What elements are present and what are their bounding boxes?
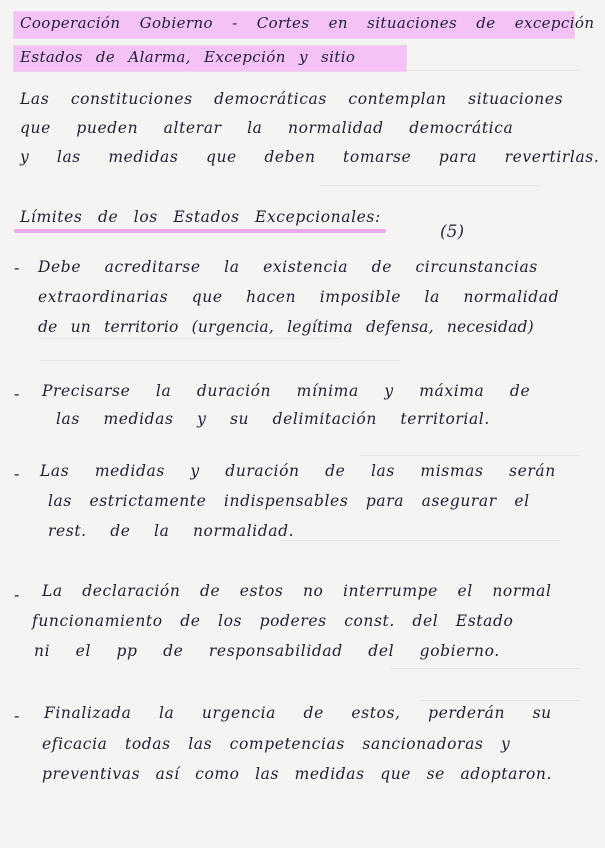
bullet-line: Debe acreditarse la existencia de circunstancias — [38, 258, 538, 276]
bleed-through-line — [360, 455, 580, 456]
bullet-line: extraordinarias que hacen imposible la normalidad — [38, 288, 560, 306]
intro-line: Las constituciones democráticas contemplan situaciones — [20, 90, 564, 108]
bleed-through-line — [280, 540, 560, 541]
bleed-through-line — [420, 700, 580, 701]
bleed-through-line — [40, 338, 340, 339]
bullet-dash: - — [14, 258, 20, 277]
bullet-line: Precisarse la duración mínima y máxima de — [42, 382, 531, 400]
bullet-line: preventivas así como las medidas que se adoptaron. — [42, 765, 553, 783]
bullet-dash: - — [14, 585, 20, 604]
bullet-line: Las medidas y duración de las mismas serán — [40, 462, 556, 480]
bullet-line: las estrictamente indispensables para asegurar el — [48, 492, 530, 510]
bullet-dash: - — [14, 706, 20, 725]
intro-line: y las medidas que deben tomarse para revertirlas. — [20, 148, 600, 166]
bullet-line: eficacia todas las competencias sancionadoras y — [42, 735, 511, 753]
bleed-through-line — [40, 360, 400, 361]
bullet-line: La declaración de estos no interrumpe el normal — [42, 582, 552, 600]
bleed-through-line — [390, 668, 580, 669]
bullet-line: de un territorio (urgencia, legítima defensa, necesidad) — [38, 318, 534, 336]
bullet-dash: - — [14, 464, 20, 483]
bleed-through-line — [320, 185, 540, 186]
intro-line: que pueden alterar la normalidad democrática — [20, 119, 514, 137]
bullet-dash: - — [14, 384, 20, 403]
bullet-line: rest. de la normalidad. — [48, 522, 295, 540]
page-subtitle: Estados de Alarma, Excepción y sitio — [20, 48, 356, 66]
margin-note: (5) — [440, 222, 465, 242]
bullet-line: funcionamiento de los poderes const. del Estado — [32, 612, 514, 630]
bullet-line: las medidas y su delimitación territorial. — [56, 410, 490, 428]
bullet-line: ni el pp de responsabilidad del gobierno. — [34, 642, 500, 660]
section-underline — [14, 229, 386, 233]
bullet-line: Finalizada la urgencia de estos, perderán su — [44, 704, 552, 722]
page-title: Cooperación Gobierno - Cortes en situaciones de excepción — [20, 14, 595, 32]
section-title: Límites de los Estados Excepcionales: — [20, 208, 381, 226]
